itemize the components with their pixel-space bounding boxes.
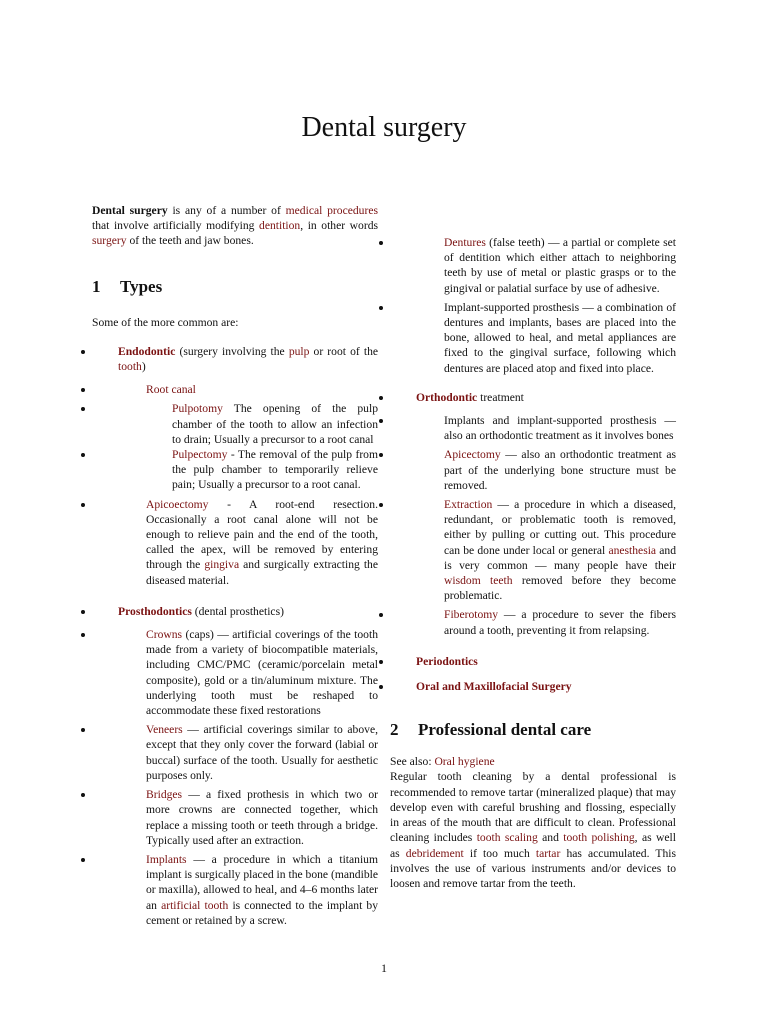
list-item-bridges (92, 787, 378, 848)
item-text: — a fixed prothesis in which two or more crowns are connected together, which replace a missing tooth or teeth through a bridge. Typically used after an extraction. (146, 788, 378, 847)
care-text: , as well as (390, 831, 676, 860)
item-text: and is very common — many people have their (444, 543, 676, 572)
section-title: Professional dental care (418, 720, 592, 740)
right-column (390, 235, 676, 891)
item-text: — a procedure to sever the fibers around a tooth, preventing it from relapsing. (444, 608, 676, 637)
types-list-3 (390, 390, 676, 405)
list-item-dentures (390, 235, 676, 296)
care-text: has accumulated. This involves the use of various instruments and/or devices to loosen and remove tartar from the teeth. (390, 846, 677, 890)
types-list-2 (92, 604, 378, 619)
item-text: — also an orthodontic treatment as part of the underlying bone structure must be removed. (444, 448, 676, 492)
section-title: Types (120, 276, 163, 296)
intro-text: , in other words (300, 219, 379, 233)
link-root-canal[interactable]: Root canal (146, 383, 196, 397)
list-item-implants (92, 852, 378, 928)
list-item-endodontic (92, 344, 378, 374)
intro-paragraph (92, 203, 378, 249)
list-item-periodontics (390, 654, 676, 669)
list-item-prosthodontics (92, 604, 378, 619)
item-text: ) (141, 360, 146, 374)
item-text: Implants and implant-supported prosthesis — also an orthodontic treatment as it involves bones (444, 414, 676, 443)
list-item-crowns (92, 627, 378, 718)
link-prosthodontics[interactable]: Prosthodontics (118, 604, 192, 618)
item-text: — a procedure in which a diseased, redundant, or problematic tooth is removed, either by pulling or cutting out. This procedure can be done under local or general (444, 498, 676, 557)
types-list-4 (390, 654, 676, 694)
link-fiberotomy[interactable]: Fiberotomy (444, 608, 499, 622)
item-text: — artificial coverings similar to above, except that they only cover the forward (labial or buccal) surface of the tooth. Usually for aesthetic purposes only. (146, 723, 378, 782)
list-item-pulpectomy (92, 447, 378, 493)
link-veneers[interactable]: Veneers (146, 723, 183, 737)
link-surgery[interactable]: surgery (92, 234, 127, 248)
types-lead: Some of the more common are: (92, 315, 239, 329)
item-text: (false teeth) — a partial or complete set of dentition which either attach to neighboring teeth by use of metal or plastic grasps or to the gingival or palatial surface by use of adhesive. (444, 236, 676, 295)
item-text: The opening of the pulp chamber of the tooth to allow an infection to drain; Usually a precursor to a root canal (172, 402, 378, 446)
list-item-orthodontic (390, 390, 676, 405)
link-tartar[interactable]: tartar (535, 846, 561, 860)
link-dentures[interactable]: Dentures (444, 236, 486, 249)
page-title: Dental surgery (301, 112, 467, 143)
link-debridement[interactable]: debridement (405, 846, 464, 860)
link-orthodontic[interactable]: Orthodontic (416, 390, 478, 404)
see-also-label: See also: (390, 755, 435, 769)
care-text: if too much (463, 846, 536, 860)
intro-text: of the teeth and jaw bones. (126, 234, 254, 248)
link-pulpectomy[interactable]: Pulpectomy (172, 448, 228, 462)
intro-text: is any of a number of (167, 204, 286, 217)
orthodontic-sublist (390, 413, 676, 638)
item-text: removed before they become problematic. (444, 574, 676, 603)
item-text: - A root-end resection. Occasionally a root canal alone will not be enough to relieve pain and the end of the tooth, called the apex, will be removed by entering through the (146, 497, 378, 572)
endodontic-sublist-2 (92, 497, 378, 588)
item-text: treatment (477, 390, 524, 404)
link-pulpotomy[interactable]: Pulpotomy (172, 402, 223, 416)
item-text: (surgery involving the (175, 344, 289, 358)
item-text: — a procedure in which a titanium implant is surgically placed in the bone (mandible or maxilla), allowed to heal, and 4–6 months later an (146, 852, 378, 912)
item-text: or root of the (309, 344, 379, 358)
link-tooth-scaling[interactable]: tooth scaling (476, 831, 538, 845)
list-item-implants-ortho (390, 413, 676, 443)
list-item-pulpotomy (92, 401, 378, 447)
link-wisdom-teeth[interactable]: wisdom teeth (444, 574, 513, 588)
list-item-apicoectomy (92, 497, 378, 588)
list-item-root-canal (92, 382, 378, 397)
left-column (92, 203, 378, 928)
see-also (390, 754, 676, 769)
intro-term: Dental surgery (92, 204, 168, 217)
link-implants[interactable]: Implants (146, 852, 187, 866)
link-artificial-tooth[interactable]: artificial tooth (161, 898, 229, 912)
list-item-oral-surgery (390, 679, 676, 694)
list-item-implant-prosthesis (390, 300, 676, 376)
endodontic-sublist (92, 382, 378, 397)
item-text: - The removal of the pulp from the pulp chamber to temporarily relieve pain; Usually a precursor to a root canal. (172, 448, 378, 492)
care-paragraph (390, 769, 676, 891)
care-text: Regular tooth cleaning by a dental professional is recommended to remove tartar (mineralized plaque) that may develop even with careful brushing and flossing, especially in areas of the mouth that are difficult to clean. Professional cleaning includes (390, 770, 676, 845)
link-dentition[interactable]: dentition (259, 219, 301, 233)
link-anesthesia[interactable]: anesthesia (608, 543, 657, 557)
section-number: 2 (390, 720, 399, 740)
section-heading-care (390, 720, 676, 740)
prosthodontics-sublist (92, 627, 378, 928)
item-text: (caps) — artificial coverings of the tooth made from a variety of biocompatible materials, including CMC/PMC (ceramic/porcelain metal composite), gold or a tin/aluminum mixture. The underlying tooth must be reshaped to accommodate these fixed restorations (146, 628, 378, 718)
link-extraction[interactable]: Extraction (444, 498, 493, 512)
link-apicoectomy[interactable]: Apicoectomy (146, 497, 209, 511)
prosthodontics-sublist-cont (390, 235, 676, 376)
care-text: and (537, 831, 564, 845)
section-heading-types (92, 277, 378, 297)
link-apicectomy[interactable]: Apicectomy (444, 448, 501, 462)
list-item-fiberotomy (390, 607, 676, 637)
link-endodontic[interactable]: Endodontic (118, 344, 176, 358)
list-item-apicectomy (390, 447, 676, 493)
list-item-extraction (390, 497, 676, 603)
list-item-veneers (92, 722, 378, 783)
section-number: 1 (92, 276, 101, 296)
intro-text: that involve artificially modifying (92, 219, 260, 233)
link-oral-hygiene[interactable]: Oral hygiene (434, 755, 495, 769)
link-tooth-polishing[interactable]: tooth polishing (563, 831, 635, 845)
link-medical-procedures[interactable]: medical procedures (285, 204, 378, 217)
link-periodontics[interactable]: Periodontics (416, 654, 478, 668)
link-tooth[interactable]: tooth (118, 360, 142, 374)
item-text: and surgically extracting the diseased material. (146, 558, 379, 587)
link-gingiva[interactable]: gingiva (204, 558, 240, 572)
link-oral-surgery[interactable]: Oral and Maxillofacial Surgery (416, 680, 572, 694)
page-number: 1 (381, 961, 387, 975)
types-list (92, 344, 378, 374)
link-bridges[interactable]: Bridges (146, 788, 183, 802)
item-text: (dental prosthetics) (191, 604, 284, 618)
link-pulp[interactable]: pulp (288, 344, 310, 358)
item-text: is connected to the implant by cement or retained by a screw. (146, 898, 379, 927)
item-text: Implant-supported prosthesis — a combination of dentures and implants, bases are placed into the bone, allowed to heal, and metal appliances are fixed to the gingival surface, following which dentures are placed atop and fixed into place. (444, 300, 676, 375)
link-crowns[interactable]: Crowns (146, 628, 183, 642)
root-canal-sublist (92, 401, 378, 492)
